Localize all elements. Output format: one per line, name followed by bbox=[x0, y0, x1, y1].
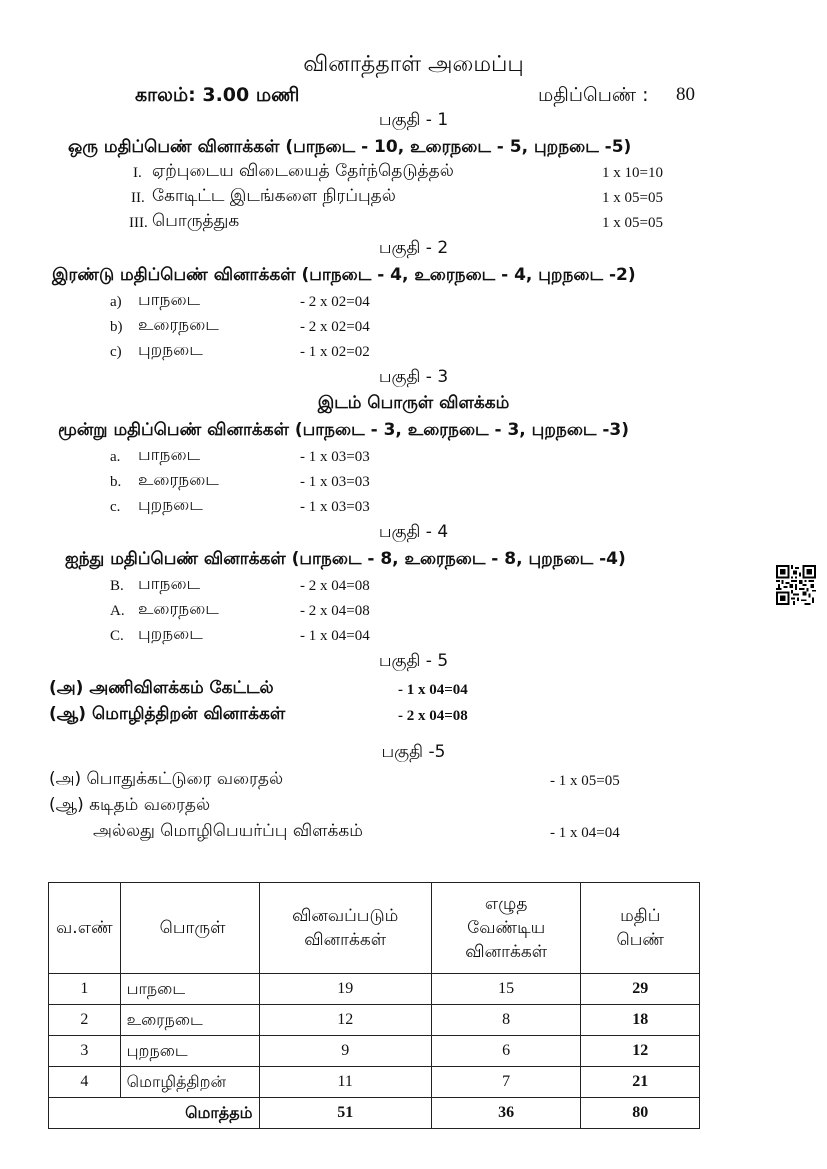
list-marker: a) bbox=[110, 294, 122, 310]
cell-to-write: 6 bbox=[431, 1036, 581, 1067]
marks-formula: - 1 x 03=03 bbox=[300, 499, 370, 515]
list-marker: III. bbox=[129, 215, 148, 231]
marks-formula: - 2 x 02=04 bbox=[300, 319, 370, 335]
total-label: மொத்தம் bbox=[49, 1098, 260, 1129]
marks-label: மதிப்பெண் : bbox=[538, 84, 649, 106]
list-item: உரைநடை bbox=[138, 599, 219, 619]
marks-formula: - 2 x 04=08 bbox=[300, 578, 370, 594]
cell-sno: 1 bbox=[49, 974, 121, 1005]
cell-asked: 12 bbox=[259, 1005, 431, 1036]
list-marker: b. bbox=[110, 474, 122, 490]
marks-formula: - 1 x 03=03 bbox=[300, 474, 370, 490]
cell-marks: 21 bbox=[581, 1067, 700, 1098]
marks-formula: - 2 x 04=08 bbox=[398, 708, 468, 724]
part5b-heading: பகுதி -5 bbox=[381, 742, 446, 762]
list-item: புறநடை bbox=[138, 624, 203, 644]
list-item: பாநடை bbox=[138, 574, 201, 594]
cell-marks: 29 bbox=[581, 974, 700, 1005]
marks-formula: - 2 x 04=08 bbox=[300, 603, 370, 619]
marks-formula: - 1 x 05=05 bbox=[550, 773, 620, 789]
cell-to-write: 15 bbox=[431, 974, 581, 1005]
cell-subject: உரைநடை bbox=[120, 1005, 259, 1036]
header-sno: வ.எண் bbox=[49, 883, 121, 974]
part5a-heading: பகுதி - 5 bbox=[378, 651, 449, 671]
list-item: உரைநடை bbox=[138, 315, 219, 335]
cell-sno: 4 bbox=[49, 1067, 121, 1098]
part4-heading: பகுதி - 4 bbox=[378, 522, 449, 542]
list-item: (ஆ) மொழித்திறன் வினாக்கள் bbox=[49, 704, 286, 724]
part3-subheading: இடம் பொருள் விளக்கம் bbox=[317, 393, 510, 413]
total-asked: 51 bbox=[259, 1098, 431, 1129]
marks-formula: - 1 x 03=03 bbox=[300, 449, 370, 465]
cell-subject: பாநடை bbox=[120, 974, 259, 1005]
part2-heading: பகுதி - 2 bbox=[378, 238, 449, 258]
list-item: (ஆ) கடிதம் வரைதல் bbox=[49, 795, 211, 815]
table-row bbox=[49, 1005, 700, 1036]
list-item: ஏற்புடைய விடையைத் தேர்ந்தெடுத்தல் bbox=[152, 161, 454, 181]
list-item: புறநடை bbox=[138, 495, 203, 515]
marks-value: 80 bbox=[676, 84, 695, 105]
part1-description: ஒரு மதிப்பெண் வினாக்கள் (பாநடை - 10, உரைநடை - 5, புறநடை -5) bbox=[68, 137, 632, 157]
cell-subject: மொழித்திறன் bbox=[120, 1067, 259, 1098]
list-item: (அ) அணிவிளக்கம் கேட்டல் bbox=[49, 678, 274, 698]
marks-formula: 1 x 05=05 bbox=[602, 190, 663, 206]
cell-sno: 3 bbox=[49, 1036, 121, 1067]
list-item: பொருத்துக bbox=[152, 211, 240, 231]
header-marks: மதிப் பெண் bbox=[581, 883, 700, 974]
cell-marks: 12 bbox=[581, 1036, 700, 1067]
list-item: கோடிட்ட இடங்களை நிரப்புதல் bbox=[152, 186, 396, 206]
qr-code-icon bbox=[776, 565, 816, 605]
list-item: பாநடை bbox=[138, 290, 201, 310]
header-subject: பொருள் bbox=[120, 883, 259, 974]
table-header-row bbox=[49, 883, 700, 974]
list-marker: b) bbox=[110, 319, 123, 335]
part2-description: இரண்டு மதிப்பெண் வினாக்கள் (பாநடை - 4, உரைநடை - 4, புறநடை -2) bbox=[52, 265, 636, 285]
list-marker: A. bbox=[110, 603, 125, 619]
list-marker: c) bbox=[110, 344, 122, 360]
part3-heading: பகுதி - 3 bbox=[378, 367, 449, 387]
total-marks: 80 bbox=[581, 1098, 700, 1129]
list-item: (அ) பொதுக்கட்டுரை வரைதல் bbox=[49, 769, 284, 789]
cell-to-write: 8 bbox=[431, 1005, 581, 1036]
marks-formula: - 1 x 04=04 bbox=[300, 628, 370, 644]
table-total-row bbox=[49, 1098, 700, 1129]
total-to-write: 36 bbox=[431, 1098, 581, 1129]
cell-asked: 19 bbox=[259, 974, 431, 1005]
marks-formula: 1 x 10=10 bbox=[602, 165, 663, 181]
list-marker: C. bbox=[110, 628, 124, 644]
header-asked: வினவப்படும் வினாக்கள் bbox=[259, 883, 431, 974]
marks-formula: - 1 x 04=04 bbox=[550, 825, 620, 841]
table-row bbox=[49, 1067, 700, 1098]
list-item: பாநடை bbox=[138, 445, 201, 465]
cell-asked: 9 bbox=[259, 1036, 431, 1067]
cell-marks: 18 bbox=[581, 1005, 700, 1036]
part1-heading: பகுதி - 1 bbox=[378, 110, 449, 130]
table-row bbox=[49, 974, 700, 1005]
list-marker: c. bbox=[110, 499, 121, 515]
part3-description: மூன்று மதிப்பெண் வினாக்கள் (பாநடை - 3, உரைநடை - 3, புறநடை -3) bbox=[58, 420, 630, 440]
list-item: உரைநடை bbox=[138, 470, 219, 490]
list-marker: B. bbox=[110, 578, 124, 594]
list-marker: I. bbox=[133, 165, 142, 181]
cell-asked: 11 bbox=[259, 1067, 431, 1098]
table-row bbox=[49, 1036, 700, 1067]
cell-subject: புறநடை bbox=[120, 1036, 259, 1067]
marks-formula: - 1 x 04=04 bbox=[398, 682, 468, 698]
list-marker: a. bbox=[110, 449, 121, 465]
cell-to-write: 7 bbox=[431, 1067, 581, 1098]
list-marker: II. bbox=[131, 190, 145, 206]
cell-sno: 2 bbox=[49, 1005, 121, 1036]
marks-formula: - 2 x 02=04 bbox=[300, 294, 370, 310]
marks-formula: 1 x 05=05 bbox=[602, 215, 663, 231]
page-title: வினாத்தாள் அமைப்பு bbox=[303, 52, 524, 77]
marks-formula: - 1 x 02=02 bbox=[300, 344, 370, 360]
duration: காலம்: 3.00 மணி bbox=[135, 84, 300, 106]
part4-description: ஐந்து மதிப்பெண் வினாக்கள் (பாநடை - 8, உரைநடை - 8, புறநடை -4) bbox=[65, 549, 626, 569]
header-to-write: எழுத வேண்டிய வினாக்கள் bbox=[431, 883, 581, 974]
list-item: அல்லது மொழிபெயர்ப்பு விளக்கம் bbox=[93, 821, 363, 841]
summary-table bbox=[48, 882, 700, 1129]
list-item: புறநடை bbox=[138, 340, 203, 360]
